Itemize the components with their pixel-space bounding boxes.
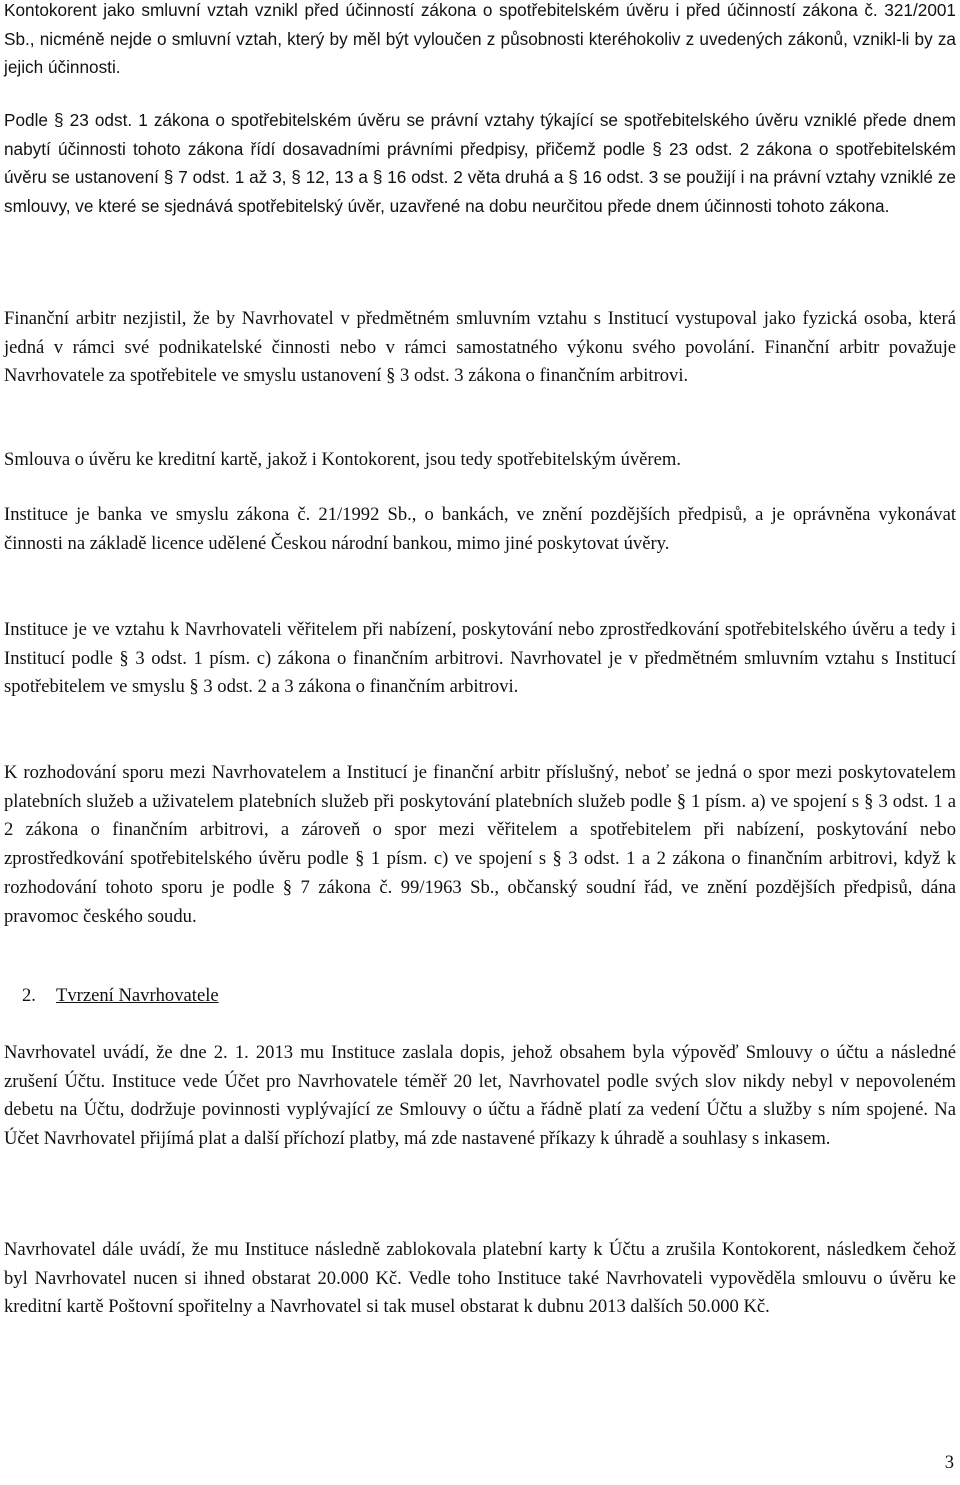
paragraph-kontokorent-scope: Kontokorent jako smluvní vztah vznikl před účinností zákona o spotřebitelském úvěru i před účinností zákona č. 321/2001 Sb., nicméně nejde o smluvní vztah, který by měl být vyloučen z působnosti kteréhokoliv z uvedených zákonů, vznikl-li by za jejich účinnosti.: [4, 0, 956, 78]
paragraph-jurisdiction: K rozhodování sporu mezi Navrhovatelem a Institucí je finanční arbitr příslušný, neboť se jedná o spor mezi poskytovatelem platebních služeb a uživatelem platebních služeb při poskytování platebních služeb podle § 1 písm. a) ve spojení s § 3 odst. 1 a 2 zákona o finančním arbitrovi, a zároveň o spor mezi věřitelem a spotřebitelem při nabízení, poskytování nebo zprostředkování spotřebitelského úvěru podle § 1 písm. c) ve spojení s § 3 odst. 1 a 2 zákona o finančním arbitrovi, když k rozhodování tohoto sporu je podle § 7 zákona č. 99/1963 Sb., občanský soudní řád, ve znění pozdějších předpisů, dána pravomoc českého soudu.: [4, 762, 956, 927]
paragraph-consumer-credit: Smlouva o úvěru ke kreditní kartě, jakož i Kontokorent, jsou tedy spotřebitelským úvěrem.: [4, 449, 681, 470]
paragraph-claimant-statement-2: Navrhovatel dále uvádí, že mu Instituce následně zablokovala platební karty k Účtu a zrušila Kontokorent, následkem čehož byl Navrhovatel nucen si ihned obstarat 20.000 Kč. Vedle toho Instituce také Navrhovateli vypověděla smlouvu o úvěru ke kreditní kartě Poštovní spořitelny a Navrhovatel si tak musel obstarat k dubnu 2013 dalších 50.000 Kč.: [4, 1239, 956, 1318]
section-title: Tvrzení Navrhovatele: [56, 985, 219, 1006]
paragraph-consumer-status: Finanční arbitr nezjistil, že by Navrhovatel v předmětném smluvním vztahu s Institucí vystupoval jako fyzická osoba, která jedná v rámci své podnikatelské činnosti nebo v rámci samostatného výkonu svého povolání. Finanční arbitr považuje Navrhovatele za spotřebitele ve smyslu ustanovení § 3 odst. 3 zákona o finančním arbitrovi.: [4, 308, 956, 387]
paragraph-transitional-provisions: Podle § 23 odst. 1 zákona o spotřebitelském úvěru se právní vztahy týkající se spotřebitelského úvěru vzniklé přede dnem nabytí účinnosti tohoto zákona řídí dosavadními právními předpisy, přičemž podle § 23 odst. 2 zákona o spotřebitelském úvěru se ustanovení § 7 odst. 1 až 3, § 12, 13 a § 16 odst. 2 věta druhá a § 16 odst. 3 se použijí i na právní vztahy vzniklé ze smlouvy, ve které se sjednává spotřebitelský úvěr, uzavřené na dobu neurčitou přede dnem účinnosti tohoto zákona.: [4, 110, 956, 217]
section-heading: [4, 982, 219, 1010]
paragraph-creditor-relation: Instituce je ve vztahu k Navrhovateli věřitelem při nabízení, poskytování nebo zprostředkování spotřebitelského úvěru a tedy i Institucí podle § 3 odst. 1 písm. c) zákona o finančním arbitrovi. Navrhovatel je v předmětném smluvním vztahu s Institucí spotřebitelem ve smyslu § 3 odst. 2 a 3 zákona o finančním arbitrovi.: [4, 619, 956, 698]
paragraph-institution-bank: Instituce je banka ve smyslu zákona č. 21/1992 Sb., o bankách, ve znění pozdějších předpisů, a je oprávněna vykonávat činnosti na základě licence udělené Českou národní bankou, mimo jiné poskytovat úvěry.: [4, 504, 956, 554]
section-number: 2.: [22, 985, 36, 1006]
page-number: 3: [944, 1452, 954, 1473]
paragraph-claimant-statement-1: Navrhovatel uvádí, že dne 2. 1. 2013 mu Instituce zaslala dopis, jehož obsahem byla výpověď Smlouvy o účtu a následné zrušení Účtu. Instituce vede Účet pro Navrhovatele téměř 20 let, Navrhovatel podle svých slov nikdy nebyl v nepovoleném debetu na Účtu, dodržuje povinnosti vyplývající ze Smlouvy o účtu a řádně platí za vedení Účtu a služby s ním spojené. Na Účet Navrhovatel přijímá plat a další příchozí platby, má zde nastavené příkazy k úhradě a souhlasy s inkasem.: [4, 1042, 956, 1150]
